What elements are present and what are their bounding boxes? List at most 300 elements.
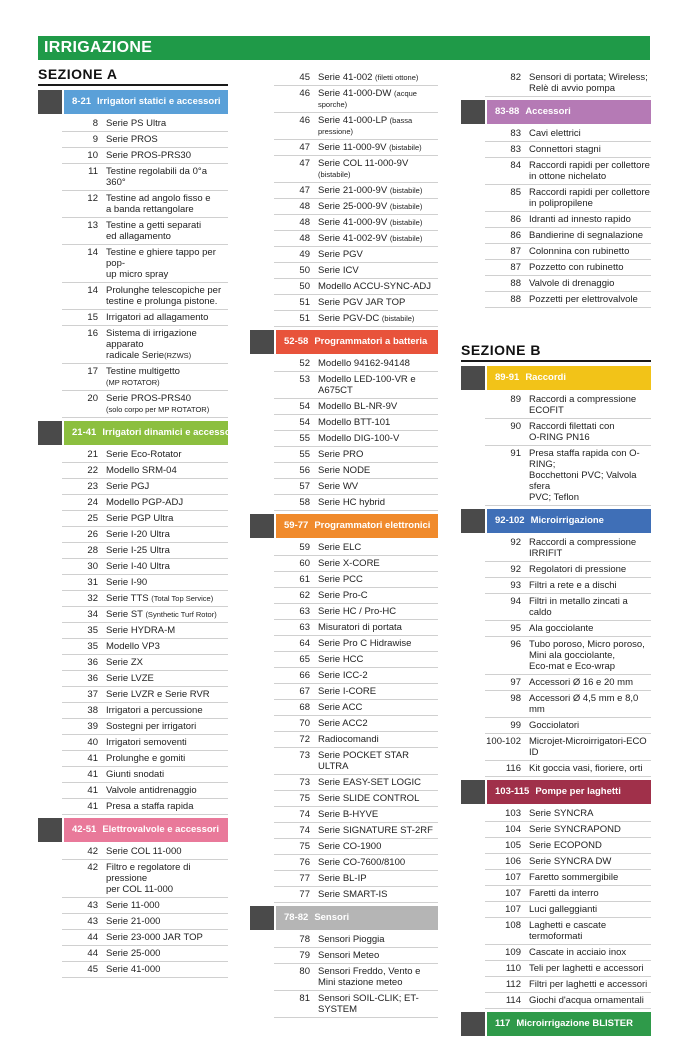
page-number: 52 <box>299 358 310 369</box>
page-number: 9 <box>92 134 98 145</box>
index-row <box>62 623 228 639</box>
accessories-icon <box>461 100 485 124</box>
column-1 <box>38 64 237 978</box>
index-row <box>62 946 228 962</box>
index-row <box>274 964 438 991</box>
category-header <box>461 100 651 124</box>
index-row <box>62 930 228 946</box>
entry-label: Serie ACC <box>318 702 363 713</box>
page-number: 95 <box>510 623 521 634</box>
blister-icon <box>461 1012 485 1036</box>
category-header <box>461 366 651 390</box>
page-number: 49 <box>299 249 310 260</box>
page-number: 46 <box>299 88 310 99</box>
page-number: 66 <box>299 670 310 681</box>
page-number: 84 <box>510 160 521 171</box>
index-row <box>485 446 651 506</box>
entry-text <box>106 449 228 460</box>
page-number: 37 <box>87 689 98 700</box>
category-title: Accessori <box>525 106 571 117</box>
entry-note: (bistabile) <box>389 234 423 243</box>
entry-label: Serie PGV-DC <box>318 313 382 324</box>
entry-text <box>318 465 438 476</box>
page-number: 62 <box>299 590 310 601</box>
index-row <box>274 540 438 556</box>
entry-label: Serie Eco-Rotator <box>106 449 182 460</box>
index-row <box>62 671 228 687</box>
entry-text <box>106 737 228 748</box>
page-number: 103 <box>505 808 521 819</box>
entry-text <box>318 873 438 884</box>
index-row <box>274 855 438 871</box>
column-3 <box>461 70 651 1038</box>
index-row <box>274 247 438 263</box>
entry-text <box>529 144 651 155</box>
index-row <box>274 791 438 807</box>
entry-text <box>529 448 651 503</box>
entry-text <box>529 947 651 958</box>
entry-text <box>318 590 438 601</box>
index-row <box>485 185 651 212</box>
page-number: 50 <box>299 281 310 292</box>
entry-label: Accessori Ø 4,5 mm e 8,0 mm <box>529 693 639 715</box>
entry-text <box>529 677 651 688</box>
entry-label: Serie I-CORE <box>318 686 377 697</box>
entry-label: Testine e ghiere tappo per pop- up micro spray <box>106 247 216 280</box>
entry-text <box>318 558 438 569</box>
entry-label: Serie ECOPOND <box>529 840 602 851</box>
entry-text <box>529 128 651 139</box>
entry-label: Modello BTT-101 <box>318 417 391 428</box>
entry-text <box>106 545 228 556</box>
index-row <box>485 961 651 977</box>
page-number: 54 <box>299 417 310 428</box>
index-row <box>62 511 228 527</box>
index-row <box>274 604 438 620</box>
entry-text <box>318 433 438 444</box>
entry-text <box>106 801 228 812</box>
index-row <box>485 734 651 761</box>
entry-label: Presa a staffa rapida <box>106 801 194 812</box>
entry-text <box>529 160 651 182</box>
page-number: 48 <box>299 201 310 212</box>
index-row <box>274 700 438 716</box>
entry-text <box>106 561 228 572</box>
entry-note: (bassa pressione) <box>318 116 413 136</box>
entry-text <box>318 281 438 292</box>
page-number: 99 <box>510 720 521 731</box>
index-row <box>62 391 228 418</box>
entry-label: Serie 41-000-9V <box>318 217 390 228</box>
entry-text <box>106 166 228 188</box>
index-row <box>274 415 438 431</box>
entry-text <box>318 702 438 713</box>
section-rule <box>461 360 651 362</box>
entry-text <box>318 638 438 649</box>
entry-label: Serie PGP Ultra <box>106 513 174 524</box>
index-row <box>485 126 651 142</box>
index-row <box>485 276 651 292</box>
entry-label: Idranti ad innesto rapido <box>529 214 631 225</box>
entry-text <box>318 574 438 585</box>
page-number: 79 <box>299 950 310 961</box>
index-row <box>274 823 438 839</box>
page-number: 38 <box>87 705 98 716</box>
index-row <box>485 212 651 228</box>
page-number: 54 <box>299 401 310 412</box>
entry-label: Valvole antidrenaggio <box>106 785 197 796</box>
entry-text <box>106 593 228 604</box>
index-row <box>274 231 438 247</box>
entry-label: Serie HCC <box>318 654 364 665</box>
category-range: 59-77 <box>284 520 309 531</box>
entry-label: Serie 41-000-DW <box>318 88 395 99</box>
entry-text <box>106 609 228 620</box>
entry-text <box>106 785 228 796</box>
page-number: 106 <box>505 856 521 867</box>
entry-text <box>318 622 438 633</box>
page-number: 14 <box>87 285 98 296</box>
page-number: 41 <box>87 753 98 764</box>
entry-text <box>529 872 651 883</box>
index-row <box>485 761 651 777</box>
index-row <box>274 871 438 887</box>
page-number: 96 <box>510 639 521 650</box>
category-bar <box>487 1012 651 1036</box>
entry-text <box>106 862 228 895</box>
entry-label: Serie HC / Pro-HC <box>318 606 397 617</box>
index-row <box>274 948 438 964</box>
entry-text <box>529 736 651 758</box>
category-title: Irrigatori statici e accessori <box>97 96 221 107</box>
entry-label: Sensori Freddo, Vento e Mini stazione meteo <box>318 966 421 988</box>
entry-text <box>318 115 438 137</box>
entry-label: Serie WV <box>318 481 359 492</box>
page-number: 67 <box>299 686 310 697</box>
page-number: 58 <box>299 497 310 508</box>
index-row <box>485 621 651 637</box>
index-row <box>485 675 651 691</box>
entry-text <box>529 246 651 257</box>
entry-text <box>318 718 438 729</box>
index-row <box>62 799 228 815</box>
entry-label: Modello DIG-100-V <box>318 433 400 444</box>
entry-label: Serie ZX <box>106 657 143 668</box>
entry-text <box>318 374 438 396</box>
entry-text <box>529 963 651 974</box>
index-row <box>62 844 228 860</box>
page-number: 55 <box>299 433 310 444</box>
category-title: Microirrigazione BLISTER <box>516 1018 633 1029</box>
entry-label: Serie I-90 <box>106 577 148 588</box>
index-row <box>274 463 438 479</box>
index-row <box>62 132 228 148</box>
category-bar <box>487 509 651 533</box>
index-row <box>485 142 651 158</box>
entry-text <box>318 88 438 110</box>
entry-label: Serie SLIDE CONTROL <box>318 793 420 804</box>
category-range: 117 <box>495 1018 511 1029</box>
rotor-icon <box>38 421 62 445</box>
category-bar <box>276 330 438 354</box>
page-number: 100-102 <box>486 736 521 747</box>
index-row <box>485 838 651 854</box>
entry-text <box>106 721 228 732</box>
entry-label: Testine a getti separati ed allagamento <box>106 220 202 242</box>
entry-label: Tubo poroso, Micro poroso, Mini ala gocciolante, Eco-mat e Eco-wrap <box>529 639 645 672</box>
entry-text <box>529 596 651 618</box>
entry-label: Serie LVZR e Serie RVR <box>106 689 210 700</box>
page-number: 85 <box>510 187 521 198</box>
entry-label: Sensori di portata; Wireless; Relè di avvio pompa <box>529 72 648 94</box>
index-row <box>485 918 651 945</box>
index-row <box>485 419 651 446</box>
page-number: 50 <box>299 265 310 276</box>
entry-label: Serie PCC <box>318 574 363 585</box>
entry-text <box>318 358 438 369</box>
index-row <box>485 594 651 621</box>
index-row <box>274 887 438 903</box>
index-row <box>62 326 228 364</box>
entry-label: Testine regolabili da 0°a 360° <box>106 166 207 188</box>
entry-label: Serie 25-000-9V <box>318 201 390 212</box>
page-number: 86 <box>510 214 521 225</box>
index-row <box>62 575 228 591</box>
index-row <box>62 527 228 543</box>
category-header <box>250 906 438 930</box>
entry-label: Filtri a rete e a dischi <box>529 580 617 591</box>
index-row <box>62 559 228 575</box>
entry-label: Valvole di drenaggio <box>529 278 615 289</box>
page-number: 35 <box>87 641 98 652</box>
page-number: 105 <box>505 840 521 851</box>
category-header <box>38 421 237 445</box>
entry-text <box>529 262 651 273</box>
page-number: 82 <box>510 72 521 83</box>
entry-text <box>318 185 438 196</box>
entry-label: Serie COL 11-000 <box>106 846 182 857</box>
page-number: 42 <box>87 862 98 873</box>
entry-label: Modello PGP-ADJ <box>106 497 184 508</box>
index-row <box>485 902 651 918</box>
entry-text <box>318 777 438 788</box>
entry-label: Presa staffa rapida con O-RING; Bocchettoni PVC; Valvola sfera PVC; Teflon <box>529 448 640 503</box>
page-number: 57 <box>299 481 310 492</box>
page-number: 34 <box>87 609 98 620</box>
entry-text <box>529 394 651 416</box>
index-row <box>485 718 651 734</box>
index-row <box>62 767 228 783</box>
category-title: Raccordi <box>525 372 566 383</box>
entry-text <box>529 278 651 289</box>
index-row <box>274 140 438 156</box>
page-number: 108 <box>505 920 521 931</box>
fitting-icon <box>461 366 485 390</box>
entry-label: Serie ACC2 <box>318 718 368 729</box>
index-row <box>62 962 228 978</box>
page-number: 47 <box>299 158 310 169</box>
category-header <box>38 90 228 114</box>
entry-label: Luci galleggianti <box>529 904 598 915</box>
page-number: 51 <box>299 297 310 308</box>
index-row <box>485 822 651 838</box>
page-number: 25 <box>87 513 98 524</box>
entry-label: Raccordi filettati con O-RING PN16 <box>529 421 615 443</box>
entry-text <box>529 720 651 731</box>
entry-text <box>106 150 228 161</box>
entry-text <box>106 932 228 943</box>
entry-text <box>106 657 228 668</box>
page-number: 10 <box>87 150 98 161</box>
category-range: 89-91 <box>495 372 520 383</box>
category-header <box>250 330 438 354</box>
page-number: 11 <box>88 166 98 177</box>
entry-text <box>106 285 228 307</box>
page-number: 16 <box>87 328 98 339</box>
entry-text <box>529 639 651 672</box>
page-number: 59 <box>299 542 310 553</box>
page-number: 35 <box>87 625 98 636</box>
entry-text <box>529 294 651 305</box>
index-row <box>485 886 651 902</box>
entry-text <box>529 904 651 915</box>
index-row <box>62 751 228 767</box>
entry-label: Accessori Ø 16 e 20 mm <box>529 677 634 688</box>
page-number: 92 <box>510 564 521 575</box>
page-number: 8 <box>92 118 98 129</box>
entry-label: Faretti da interro <box>529 888 599 899</box>
entry-label: Serie PGV <box>318 249 363 260</box>
entry-label: Serie PRO <box>318 449 364 460</box>
entry-text <box>106 193 228 215</box>
entry-text <box>106 529 228 540</box>
entry-text <box>106 673 228 684</box>
entry-label: Serie Pro C Hidrawise <box>318 638 412 649</box>
entry-text <box>318 313 438 324</box>
entry-text <box>106 916 228 927</box>
entry-label: Serie POCKET STAR ULTRA <box>318 750 409 772</box>
entry-label: Modello VP3 <box>106 641 160 652</box>
index-row <box>485 70 651 97</box>
entry-text <box>106 948 228 959</box>
category-range: 78-82 <box>284 912 309 923</box>
entry-label: Connettori stagni <box>529 144 601 155</box>
entry-label: Serie SYNCRA <box>529 808 594 819</box>
entry-text <box>529 693 651 715</box>
index-row <box>62 607 228 623</box>
index-row <box>62 164 228 191</box>
category-title: Pompe per laghetti <box>535 786 621 797</box>
index-row <box>62 148 228 164</box>
entry-text <box>318 249 438 260</box>
index-row <box>274 86 438 113</box>
entry-text <box>529 840 651 851</box>
section-a-title: SEZIONE A <box>38 66 118 82</box>
index-row <box>485 870 651 886</box>
entry-label: Serie PGJ <box>106 481 150 492</box>
index-row <box>485 158 651 185</box>
category-header <box>250 514 438 538</box>
entry-label: Sostegni per irrigatori <box>106 721 197 732</box>
entry-label: Sensori SOIL-CLIK; ET-SYSTEM <box>318 993 419 1015</box>
page-number: 24 <box>87 497 98 508</box>
entry-text <box>529 72 651 94</box>
section-b-title: SEZIONE B <box>461 342 541 358</box>
entry-label: Serie I-25 Ultra <box>106 545 170 556</box>
entry-text <box>318 542 438 553</box>
entry-label: Testine ad angolo fisso e a banda rettangolare <box>106 193 211 215</box>
entry-label: Filtri in metallo zincati a caldo <box>529 596 628 618</box>
page-number: 107 <box>505 872 521 883</box>
page-number: 73 <box>299 750 310 761</box>
category-range: 21-41 <box>72 427 97 438</box>
page-number: 47 <box>299 185 310 196</box>
category-bar <box>276 514 438 538</box>
index-row <box>62 543 228 559</box>
index-row <box>485 228 651 244</box>
entry-label: Serie 41-000 <box>106 964 161 975</box>
page-number: 92 <box>510 537 521 548</box>
entry-text <box>106 465 228 476</box>
entry-label: Serie ICC-2 <box>318 670 368 681</box>
entry-text <box>318 950 438 961</box>
entry-text <box>318 201 438 212</box>
entry-label: Regolatori di pressione <box>529 564 627 575</box>
index-row <box>62 914 228 930</box>
index-row <box>274 732 438 748</box>
entry-label: Serie ELC <box>318 542 362 553</box>
category-title: Elettrovalvole e accessori <box>102 824 220 835</box>
entry-text <box>106 118 228 129</box>
entry-label: Cascate in acciaio inox <box>529 947 627 958</box>
category-header <box>461 780 651 804</box>
entry-text <box>106 513 228 524</box>
page-number: 14 <box>87 247 98 258</box>
entry-note: (bistabile) <box>389 202 423 211</box>
entry-note: (solo corpo per MP ROTATOR) <box>106 405 210 414</box>
entry-label: Pozzetti per elettrovalvole <box>529 294 638 305</box>
page-number: 77 <box>299 889 310 900</box>
entry-label: Serie 11-000-9V <box>318 142 390 153</box>
entry-text <box>318 449 438 460</box>
entry-label: Serie BL-IP <box>318 873 367 884</box>
page-number: 107 <box>505 904 521 915</box>
entry-text <box>529 763 651 774</box>
entry-label: Serie TTS <box>106 593 152 604</box>
entry-label: Pozzetto con rubinetto <box>529 262 624 273</box>
page-number: 73 <box>299 777 310 788</box>
entry-label: Serie B-HYVE <box>318 809 379 820</box>
entry-label: Bandierine di segnalazione <box>529 230 644 241</box>
index-row <box>274 70 438 86</box>
page-number: 46 <box>299 115 310 126</box>
entry-label: Serie HC hybrid <box>318 497 386 508</box>
page-number: 30 <box>87 561 98 572</box>
entry-label: Giochi d'acqua ornamentali <box>529 995 644 1006</box>
entry-label: Testine multigetto <box>106 366 180 377</box>
entry-note: (RZWS) <box>164 351 192 360</box>
index-row <box>485 806 651 822</box>
category-title: Programmatori a batteria <box>314 336 428 347</box>
index-row <box>485 977 651 993</box>
index-row <box>274 431 438 447</box>
entry-text <box>106 393 228 415</box>
category-title: Sensori <box>314 912 350 923</box>
entry-text <box>318 72 438 83</box>
entry-label: Serie 21-000 <box>106 916 161 927</box>
index-row <box>274 839 438 855</box>
entry-label: Serie 41-002-9V <box>318 233 390 244</box>
